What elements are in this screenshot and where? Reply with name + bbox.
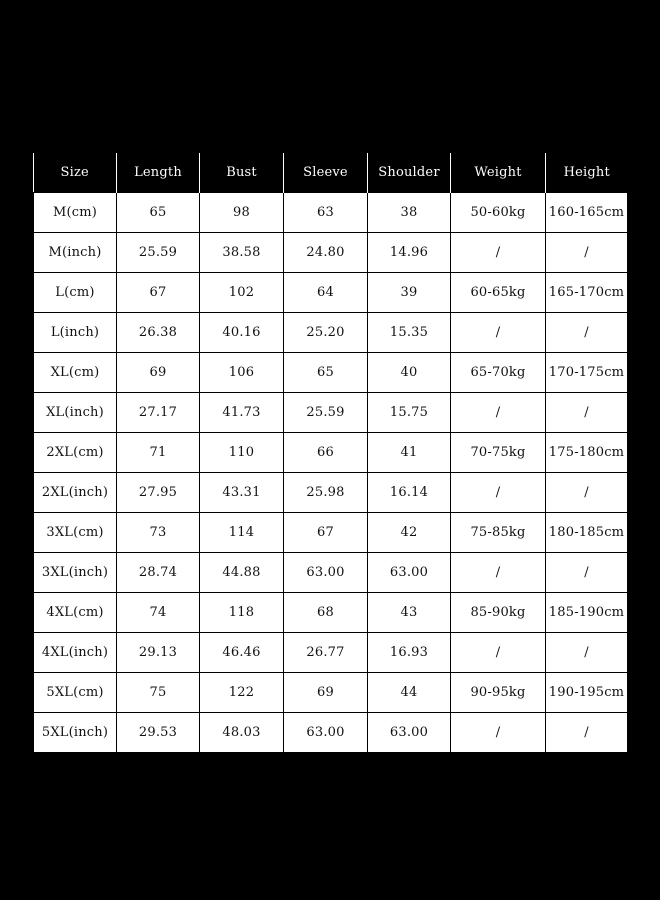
header-height: Height: [546, 153, 628, 193]
cell-bust: 46.46: [200, 633, 284, 673]
cell-shoulder: 63.00: [368, 553, 451, 593]
header-bust: Bust: [200, 153, 284, 193]
cell-shoulder: 42: [368, 513, 451, 553]
cell-weight: /: [451, 633, 546, 673]
table-row: [34, 393, 628, 433]
table-row: [34, 513, 628, 553]
cell-length: 65: [117, 193, 200, 233]
table-row: [34, 273, 628, 313]
table-row: [34, 433, 628, 473]
cell-height: /: [546, 313, 628, 353]
cell-bust: 110: [200, 433, 284, 473]
header-size: Size: [34, 153, 117, 193]
cell-sleeve: 64: [284, 273, 368, 313]
cell-length: 25.59: [117, 233, 200, 273]
cell-height: 165-170cm: [546, 273, 628, 313]
cell-weight: 65-70kg: [451, 353, 546, 393]
cell-weight: /: [451, 713, 546, 753]
cell-bust: 102: [200, 273, 284, 313]
cell-length: 27.95: [117, 473, 200, 513]
cell-size: XL(cm): [34, 353, 117, 393]
cell-size: 5XL(cm): [34, 673, 117, 713]
cell-size: 5XL(inch): [34, 713, 117, 753]
cell-shoulder: 16.14: [368, 473, 451, 513]
cell-sleeve: 25.59: [284, 393, 368, 433]
cell-bust: 98: [200, 193, 284, 233]
cell-sleeve: 68: [284, 593, 368, 633]
cell-size: 3XL(cm): [34, 513, 117, 553]
cell-size: 4XL(cm): [34, 593, 117, 633]
cell-shoulder: 40: [368, 353, 451, 393]
cell-weight: 70-75kg: [451, 433, 546, 473]
cell-weight: /: [451, 233, 546, 273]
cell-length: 73: [117, 513, 200, 553]
cell-size: L(inch): [34, 313, 117, 353]
cell-sleeve: 66: [284, 433, 368, 473]
cell-shoulder: 14.96: [368, 233, 451, 273]
cell-shoulder: 38: [368, 193, 451, 233]
cell-height: /: [546, 233, 628, 273]
cell-size: 3XL(inch): [34, 553, 117, 593]
cell-weight: /: [451, 393, 546, 433]
table-row: [34, 233, 628, 273]
cell-length: 29.13: [117, 633, 200, 673]
table-row: [34, 193, 628, 233]
cell-height: /: [546, 633, 628, 673]
cell-weight: /: [451, 313, 546, 353]
cell-height: 190-195cm: [546, 673, 628, 713]
cell-height: 185-190cm: [546, 593, 628, 633]
cell-size: M(cm): [34, 193, 117, 233]
cell-height: /: [546, 553, 628, 593]
table-row: [34, 313, 628, 353]
cell-sleeve: 26.77: [284, 633, 368, 673]
cell-weight: 60-65kg: [451, 273, 546, 313]
cell-height: 180-185cm: [546, 513, 628, 553]
cell-bust: 38.58: [200, 233, 284, 273]
table-row: [34, 353, 628, 393]
header-weight: Weight: [451, 153, 546, 193]
cell-height: /: [546, 473, 628, 513]
cell-sleeve: 24.80: [284, 233, 368, 273]
cell-bust: 41.73: [200, 393, 284, 433]
cell-weight: 75-85kg: [451, 513, 546, 553]
cell-shoulder: 43: [368, 593, 451, 633]
cell-sleeve: 25.98: [284, 473, 368, 513]
size-chart: [33, 153, 627, 747]
cell-length: 29.53: [117, 713, 200, 753]
cell-weight: /: [451, 553, 546, 593]
cell-sleeve: 63: [284, 193, 368, 233]
cell-length: 75: [117, 673, 200, 713]
cell-length: 74: [117, 593, 200, 633]
cell-weight: 50-60kg: [451, 193, 546, 233]
table-row: [34, 633, 628, 673]
cell-shoulder: 44: [368, 673, 451, 713]
cell-bust: 43.31: [200, 473, 284, 513]
cell-bust: 118: [200, 593, 284, 633]
cell-length: 69: [117, 353, 200, 393]
cell-size: 2XL(cm): [34, 433, 117, 473]
cell-height: /: [546, 393, 628, 433]
cell-bust: 44.88: [200, 553, 284, 593]
cell-size: 4XL(inch): [34, 633, 117, 673]
size-chart-table: [33, 153, 628, 753]
cell-bust: 48.03: [200, 713, 284, 753]
cell-shoulder: 15.35: [368, 313, 451, 353]
header-shoulder: Shoulder: [368, 153, 451, 193]
cell-shoulder: 15.75: [368, 393, 451, 433]
cell-sleeve: 63.00: [284, 553, 368, 593]
header-sleeve: Sleeve: [284, 153, 368, 193]
cell-height: 175-180cm: [546, 433, 628, 473]
header-length: Length: [117, 153, 200, 193]
cell-length: 71: [117, 433, 200, 473]
cell-sleeve: 63.00: [284, 713, 368, 753]
cell-sleeve: 25.20: [284, 313, 368, 353]
cell-weight: 85-90kg: [451, 593, 546, 633]
cell-bust: 114: [200, 513, 284, 553]
cell-height: /: [546, 713, 628, 753]
cell-size: L(cm): [34, 273, 117, 313]
cell-shoulder: 16.93: [368, 633, 451, 673]
cell-size: 2XL(inch): [34, 473, 117, 513]
cell-length: 67: [117, 273, 200, 313]
cell-sleeve: 69: [284, 673, 368, 713]
cell-sleeve: 65: [284, 353, 368, 393]
cell-shoulder: 39: [368, 273, 451, 313]
table-row: [34, 593, 628, 633]
cell-shoulder: 41: [368, 433, 451, 473]
cell-length: 26.38: [117, 313, 200, 353]
cell-shoulder: 63.00: [368, 713, 451, 753]
cell-height: 170-175cm: [546, 353, 628, 393]
cell-length: 27.17: [117, 393, 200, 433]
cell-weight: /: [451, 473, 546, 513]
cell-length: 28.74: [117, 553, 200, 593]
cell-size: M(inch): [34, 233, 117, 273]
cell-size: XL(inch): [34, 393, 117, 433]
header-row: [34, 153, 628, 193]
cell-sleeve: 67: [284, 513, 368, 553]
cell-bust: 106: [200, 353, 284, 393]
table-row: [34, 673, 628, 713]
table-row: [34, 713, 628, 753]
cell-bust: 122: [200, 673, 284, 713]
cell-height: 160-165cm: [546, 193, 628, 233]
cell-bust: 40.16: [200, 313, 284, 353]
table-row: [34, 473, 628, 513]
table-row: [34, 553, 628, 593]
cell-weight: 90-95kg: [451, 673, 546, 713]
